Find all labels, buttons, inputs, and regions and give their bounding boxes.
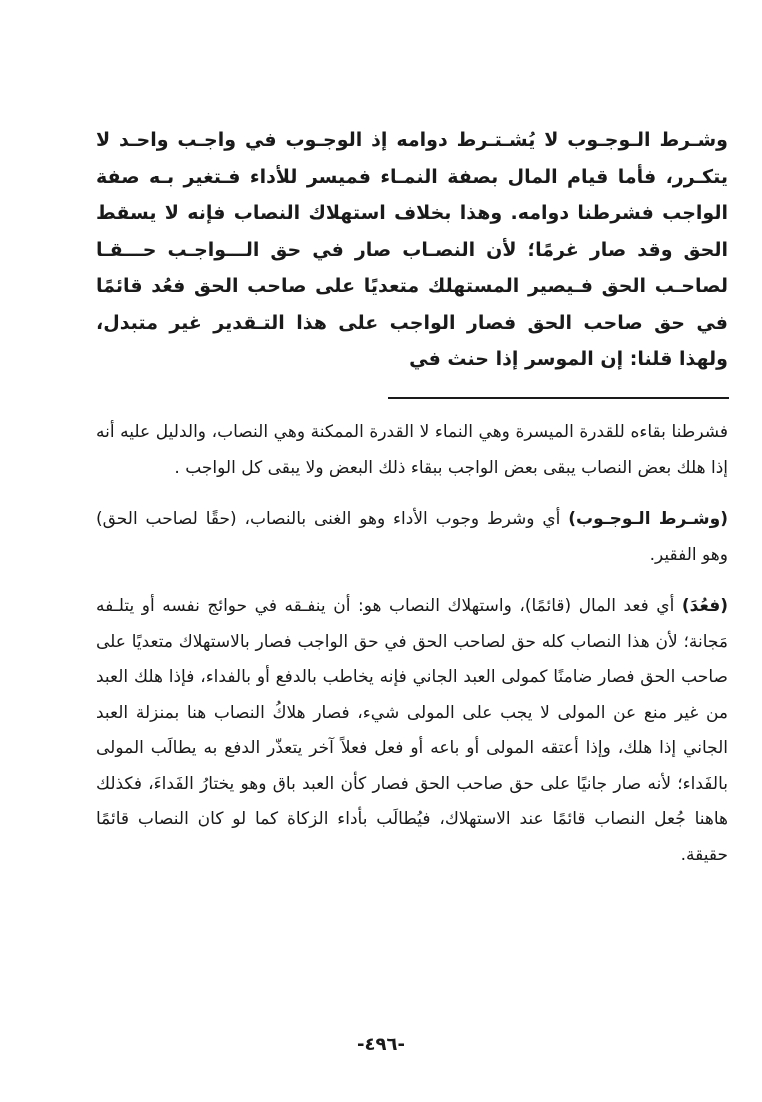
commentary-text: أي فعد المال (قائمًا)، واستهلاك النصاب هو: أن ينفـقه في حوائج نفسه أو يتلـفه مَجانة؛ لأن هذا النصاب كله حق لصاحب الحق في حق الواجب فصار بالاستهلاك متعديًا على صاحب الحق فصار ضامنًا كمولى العبد الجاني فإنه يخاطب بالدفع أو بالفداء، فإذا هلك العبد من غير منع عن المولى لا يجب على المولى شيء، فصار هلاكُ النصاب هنا بمنزلة العبد الجاني إذا هلك، وإذا أعتقه المولى أو باعه أو فعل فعلاً آخر يتعذّر الدفع به يطالَب المولى بالفَداء؛ لأنه صار جانيًا على حق صاحب الحق فصار كأن العبد باق وهو يختارُ الفَداءَ، فكذلك هاهنا جُعل النصاب قائمًا عند الاستهلاك، فيُطالَب بأداء الزكاة كما لو كان النصاب قائمًا حقيقة. bbox=[96, 596, 728, 865]
commentary-section bbox=[96, 415, 728, 889]
commentary-paragraph bbox=[96, 502, 728, 573]
footnote-divider bbox=[388, 397, 729, 399]
commentary-paragraph bbox=[96, 589, 728, 873]
page-number: -٤٩٦- bbox=[357, 1034, 405, 1055]
commentary-lemma: (فعُدَ) bbox=[681, 596, 728, 616]
commentary-lemma: (وشـرط الـوجـوب) bbox=[568, 509, 728, 529]
main-text-body: وشـرط الـوجـوب لا يُشـتـرط دوامه إذ الوجـوب في واجـب واحـد لا يتكـرر، فأما قيام المال بصفة النمـاء فميسر للأداء فـتغير بـه صفة الواجب فشرطنا دوامه. وهذا بخلاف استهلاك النصاب فإنه لا يسقط الحق وقد صار غرمًا؛ لأن النصـاب صار في حق الـــواجـب حـــقـا لصاحـب الحق فـيصير المستهلك متعديًا على صاحب الحق فعُد قائمًا في حق صاحب الحق فصار الواجب على هذا التـقدير غير متبدل، ولهذا قلنا: إن الموسر إذا حنث في bbox=[96, 129, 728, 370]
commentary-paragraph bbox=[96, 415, 728, 486]
commentary-text: أي وشرط وجوب الأداء وهو الغنى بالنصاب، (حقًا لصاحب الحق) وهو الفقير. bbox=[96, 509, 728, 565]
commentary-text: فشرطنا بقاءه للقدرة الميسرة وهي النماء لا القدرة الممكنة وهي النصاب، والدليل عليه أنه إذا هلك بعض النصاب يبقى بعض الواجب ببقاء ذلك البعض ولا يبقى كل الواجب . bbox=[96, 422, 728, 478]
